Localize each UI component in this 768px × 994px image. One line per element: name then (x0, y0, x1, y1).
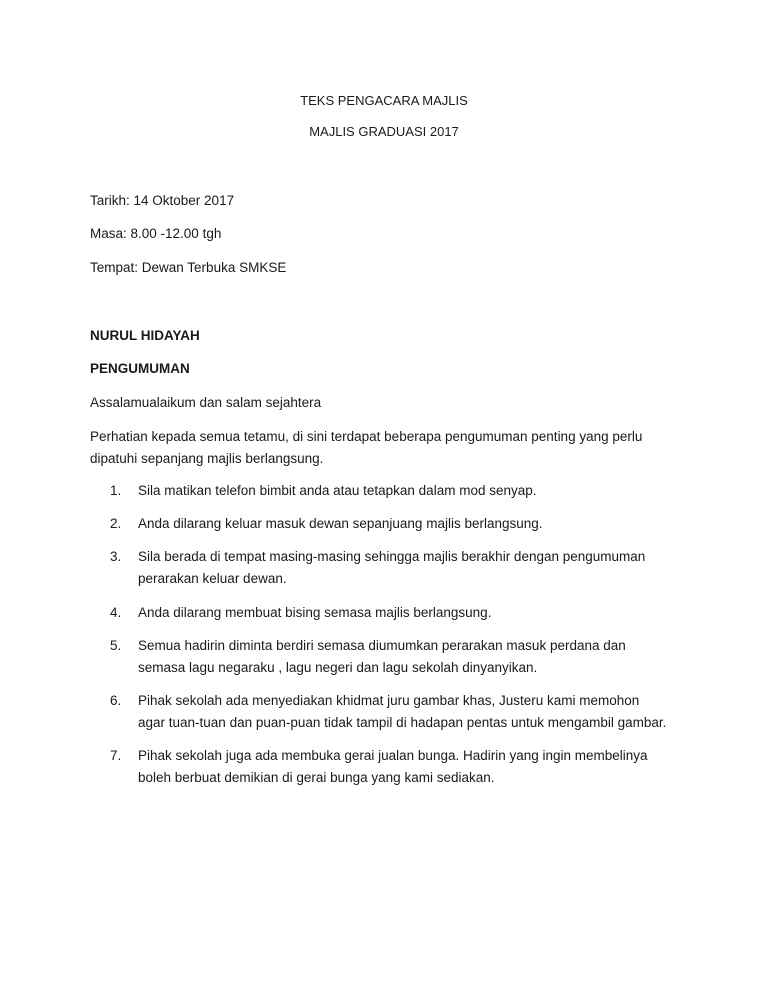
document-subtitle: MAJLIS GRADUASI 2017 (309, 124, 459, 139)
time-line: Masa: 8.00 -12.00 tgh (90, 226, 222, 241)
intro-paragraph: Perhatian kepada semua tetamu, di sini terdapat beberapa pengumuman penting yang perlu dipatuhi sepanjang majlis berlangsung. (90, 429, 643, 466)
list-item (110, 513, 670, 535)
venue-line: Tempat: Dewan Terbuka SMKSE (90, 260, 287, 275)
list-item (110, 602, 670, 624)
list-item-text: Pihak sekolah ada menyediakan khidmat juru gambar khas, Justeru kami memohon agar tuan-tuan dan puan-puan tidak tampil di hadapan pentas untuk mengambil gambar. (138, 693, 667, 730)
list-item (110, 745, 670, 789)
list-item-text: Sila matikan telefon bimbit anda atau tetapkan dalam mod senyap. (138, 483, 537, 498)
list-item-text: Anda dilarang keluar masuk dewan sepanjuang majlis berlangsung. (138, 516, 543, 531)
speaker-name: NURUL HIDAYAH (90, 328, 200, 343)
list-item-text: Semua hadirin diminta berdiri semasa diumumkan perarakan masuk perdana dan semasa lagu negaraku , lagu negeri dan lagu sekolah dinyanyikan. (138, 638, 626, 675)
list-item-number: 7. (110, 748, 122, 763)
list-item-number: 3. (110, 549, 122, 564)
section-heading: PENGUMUMAN (90, 361, 190, 376)
greeting-line: Assalamualaikum dan salam sejahtera (90, 395, 322, 410)
list-item-number: 4. (110, 605, 122, 620)
list-item (110, 690, 670, 734)
list-item (110, 546, 670, 590)
list-item-number: 6. (110, 693, 122, 708)
list-item-text: Anda dilarang membuat bising semasa majlis berlangsung. (138, 605, 492, 620)
list-item (110, 635, 670, 679)
list-item-number: 1. (110, 483, 122, 498)
list-item-number: 5. (110, 638, 122, 653)
list-item (110, 480, 670, 502)
document-title: TEKS PENGACARA MAJLIS (300, 93, 468, 108)
date-line: Tarikh: 14 Oktober 2017 (90, 193, 235, 208)
list-item-text: Pihak sekolah juga ada membuka gerai jualan bunga. Hadirin yang ingin membelinya boleh berbuat demikian di gerai bunga yang kami sediakan. (138, 748, 648, 785)
list-item-number: 2. (110, 516, 122, 531)
list-item-text: Sila berada di tempat masing-masing sehingga majlis berakhir dengan pengumuman perarakan keluar dewan. (138, 549, 646, 586)
